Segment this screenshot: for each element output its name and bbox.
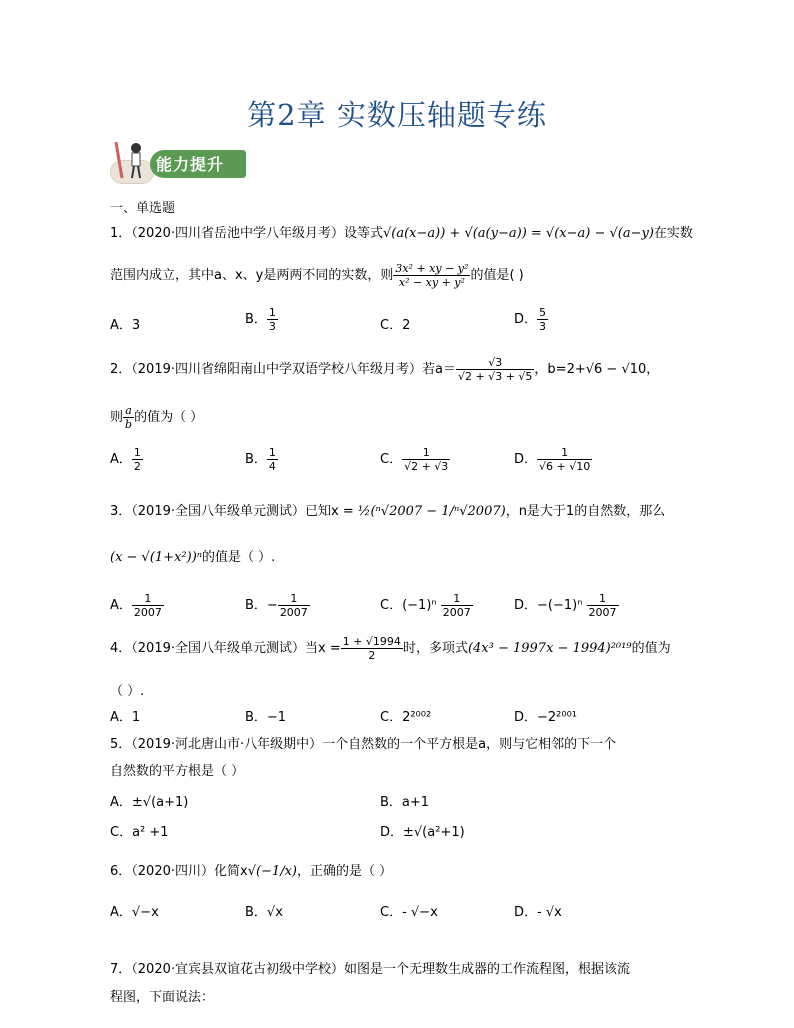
q2-option-b: B． $\frac{1}{4}$ <box>245 446 276 473</box>
question-5-line-2: 自然数的平方根是（ ） <box>110 764 245 779</box>
q5-option-d: D．±√(a²+1) <box>380 825 465 840</box>
q6-option-c: C．- √−x <box>380 905 438 920</box>
question-3-line-1: 3．（2019·全国八年级单元测试）已知x = ½(ⁿ√2007 − 1/ⁿ√2007)，n是大于1的自然数，那么 <box>110 504 666 519</box>
q1-option-b: B． $\frac{1}{3}$ <box>245 306 276 333</box>
badge-label: 能力提升 <box>156 155 225 174</box>
q6-option-a: A．√−x <box>110 905 159 920</box>
q3-option-d: D．−(−1)ⁿ $\frac{1}{2007}$ <box>514 592 617 619</box>
ability-badge <box>106 138 246 186</box>
question-1-line-1 <box>110 222 693 241</box>
q1-suffix: 在实数 <box>653 226 693 241</box>
q5-option-c: C．a² +1 <box>110 825 169 840</box>
q1-fraction: $\frac{\text{3x² + xy − y²}}{\text{x² − xy + y²}}$ <box>395 262 469 289</box>
q6-option-d: D．- √x <box>514 905 562 920</box>
q6-option-b: B．√x <box>245 905 283 920</box>
q1-line2-suffix: 的值是( ) <box>470 268 524 283</box>
q2-ab-fraction: $\frac{a}{b}$ <box>125 404 133 431</box>
q3-option-a: A． $\frac{1}{2007}$ <box>110 592 162 619</box>
question-2-line-2: 则 $\frac{a}{b}$ 的值为（ ） <box>110 404 204 431</box>
q4-option-b: B．−1 <box>245 710 287 725</box>
question-3-line-2: (x − √(1+x²))ⁿ的值是（ ）. <box>110 550 276 565</box>
q1-option-c: C．2 <box>380 318 411 333</box>
q3-formula: ½(ⁿ√2007 − 1/ⁿ√2007) <box>357 504 506 519</box>
question-1-line-2 <box>110 262 524 289</box>
section-heading: 一、单选题 <box>110 201 176 216</box>
q5-option-b: B．a+1 <box>380 795 430 810</box>
q2-a-fraction: $\frac{√3}{√2 + √3 + √5}$ <box>457 356 533 383</box>
q2-option-a: A． $\frac{1}{2}$ <box>110 446 141 473</box>
q3-line2-formula: (x − √(1+x²))ⁿ <box>110 550 203 565</box>
student-icon <box>106 138 156 182</box>
q1-line2-prefix: 范围内成立，其中a、x、y是两两不同的实数，则 <box>110 268 394 283</box>
question-2-line-1 <box>110 356 659 383</box>
q1-prefix: 1．（2020·四川省岳池中学八年级月考）设等式 <box>110 226 383 241</box>
question-6-line: 6．（2020·四川）化简x√(−1/x)，正确的是（ ） <box>110 864 393 879</box>
q4-option-d: D．−2²⁰⁰¹ <box>514 710 578 725</box>
q4-option-a: A．1 <box>110 710 141 725</box>
question-4-line-2: （ ）. <box>110 684 145 699</box>
question-7-line-1: 7．（2020·宜宾县双谊花古初级中学校）如图是一个无理数生成器的工作流程图，根据该流 <box>110 962 630 977</box>
question-7-line-2: 程图，下面说法： <box>110 990 215 1005</box>
q5-option-a: A．±√(a+1) <box>110 795 189 810</box>
question-5-line-1: 5．（2019·河北唐山市·八年级期中）一个自然数的一个平方根是a，则与它相邻的下一个 <box>110 737 617 752</box>
q3-option-c: C．(−1)ⁿ $\frac{1}{2007}$ <box>380 592 471 619</box>
q2-option-d: D． $\frac{1}{√6 + √10}$ <box>514 446 591 473</box>
q2-suffix: ，b=2+√6 − √10， <box>534 362 660 377</box>
q1-option-d: D． $\frac{5}{3}$ <box>514 306 547 333</box>
q3-option-b: B．− $\frac{1}{2007}$ <box>245 592 308 619</box>
q4-x-fraction: $\frac{1 + √1994}{2}$ <box>342 635 401 662</box>
q6-formula: √(−1/x) <box>247 864 297 879</box>
q4-polynomial: (4x³ − 1997x − 1994)²⁰¹⁹ <box>467 641 632 656</box>
q4-option-c: C．2²⁰⁰² <box>380 710 432 725</box>
q1-option-a: A．3 <box>110 318 141 333</box>
question-4-line-1: 4．（2019·全国八年级单元测试）当x = $\frac{1 + √1994}{2}$ 时，多项式(4x³ − 1997x − 1994)²⁰¹⁹的值为 <box>110 635 671 662</box>
q2-prefix: 2．（2019·四川省绵阳南山中学双语学校八年级月考）若a＝ <box>110 362 456 377</box>
page-title: 第2章 实数压轴题专练 <box>247 98 547 132</box>
q2-option-c: C． $\frac{1}{√2 + √3}$ <box>380 446 449 473</box>
q1-formula: √(a(x−a)) + √(a(y−a)) = √(x−a) − √(a−y) <box>383 226 654 241</box>
